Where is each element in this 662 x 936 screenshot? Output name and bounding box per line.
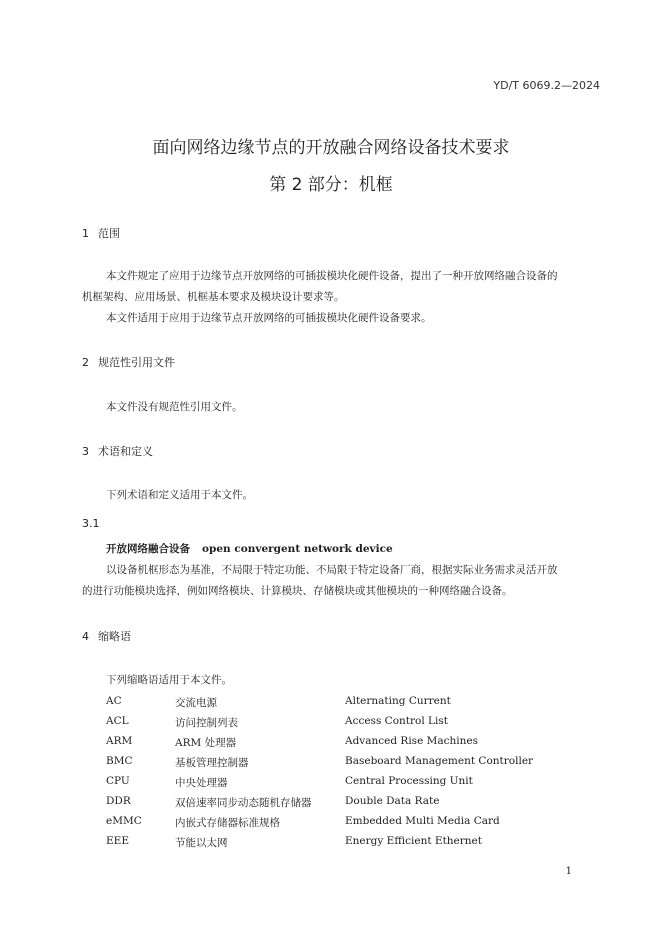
term-english: open convergent network device xyxy=(202,543,393,555)
abbreviation-row xyxy=(0,715,662,734)
abbreviation-term: eMMC xyxy=(106,815,142,827)
abbreviation-row xyxy=(0,735,662,754)
terms-intro: 下列术语和定义适用于本文件。 xyxy=(106,489,253,501)
abbreviation-english: Access Control List xyxy=(345,715,448,727)
abbreviation-term: ACL xyxy=(106,715,129,727)
section-number: 4 xyxy=(82,630,89,643)
section-heading-abbreviations xyxy=(82,628,131,644)
section-number: 3 xyxy=(82,445,89,458)
abbreviation-row xyxy=(0,755,662,774)
abbreviation-chinese: 访问控制列表 xyxy=(175,717,238,729)
section-title: 缩略语 xyxy=(98,630,131,643)
term-definition-line-2: 的进行功能模块选择，例如网络模块、计算模块、存储模块或其他模块的一种网络融合设备。 xyxy=(82,585,513,597)
abbreviation-term: EEE xyxy=(106,835,129,847)
abbreviation-term: ARM xyxy=(106,735,133,747)
document-subtitle: 第 2 部分：机框 xyxy=(269,175,393,195)
abbreviation-english: Energy Efficient Ethernet xyxy=(345,835,482,847)
abbreviation-term: DDR xyxy=(106,795,131,807)
abbreviation-chinese: 基板管理控制器 xyxy=(175,757,249,769)
abbreviations-intro: 下列缩略语适用于本文件。 xyxy=(106,674,232,686)
section-heading-terms xyxy=(82,443,153,459)
abbreviation-chinese: 节能以太网 xyxy=(175,837,228,849)
normative-paragraph: 本文件没有规范性引用文件。 xyxy=(106,401,243,413)
scope-paragraph-1-line-2: 机框架构、应用场景、机框基本要求及模块设计要求等。 xyxy=(82,291,345,303)
abbreviation-row xyxy=(0,775,662,794)
abbreviation-english: Advanced Rise Machines xyxy=(345,735,478,747)
abbreviation-row xyxy=(0,695,662,714)
abbreviation-row xyxy=(0,835,662,854)
abbreviation-row xyxy=(0,815,662,834)
abbreviation-term: AC xyxy=(106,695,122,707)
document-title: 面向网络边缘节点的开放融合网络设备技术要求 xyxy=(152,138,510,158)
term-definition-line-1: 以设备机框形态为基准，不局限于特定功能、不局限于特定设备厂商，根据实际业务需求灵活开放 xyxy=(106,564,558,576)
standard-number: YD/T 6069.2—2024 xyxy=(493,79,600,92)
abbreviation-english: Baseboard Management Controller xyxy=(345,755,534,767)
section-title: 范围 xyxy=(98,227,120,240)
scope-paragraph-2: 本文件适用于应用于边缘节点开放网络的可插拔模块化硬件设备要求。 xyxy=(106,312,432,324)
term-entry xyxy=(106,541,393,556)
abbreviation-chinese: 中央处理器 xyxy=(175,777,228,789)
abbreviation-term: CPU xyxy=(106,775,130,787)
abbreviation-english: Double Data Rate xyxy=(345,795,440,807)
abbreviation-english: Embedded Multi Media Card xyxy=(345,815,500,827)
section-title: 术语和定义 xyxy=(98,445,153,458)
scope-paragraph-1-line-1: 本文件规定了应用于边缘节点开放网络的可插拔模块化硬件设备，提出了一种开放网络融合设备的 xyxy=(106,270,558,282)
section-number: 2 xyxy=(82,356,89,369)
abbreviation-row xyxy=(0,795,662,814)
abbreviation-term: BMC xyxy=(106,755,133,767)
abbreviation-chinese: 内嵌式存储器标准规格 xyxy=(175,817,280,829)
abbreviation-english: Alternating Current xyxy=(345,695,451,707)
section-heading-scope xyxy=(82,225,120,241)
page-number: 1 xyxy=(565,866,572,877)
abbreviation-english: Central Processing Unit xyxy=(345,775,473,787)
abbreviation-chinese: 双倍速率同步动态随机存储器 xyxy=(175,797,312,809)
term-chinese: 开放网络融合设备 xyxy=(106,543,190,555)
abbreviation-chinese: ARM 处理器 xyxy=(175,737,237,749)
term-number: 3.1 xyxy=(82,517,100,530)
section-heading-normative xyxy=(82,354,175,370)
section-title: 规范性引用文件 xyxy=(98,356,175,369)
section-number: 1 xyxy=(82,227,89,240)
abbreviation-chinese: 交流电源 xyxy=(175,697,217,709)
